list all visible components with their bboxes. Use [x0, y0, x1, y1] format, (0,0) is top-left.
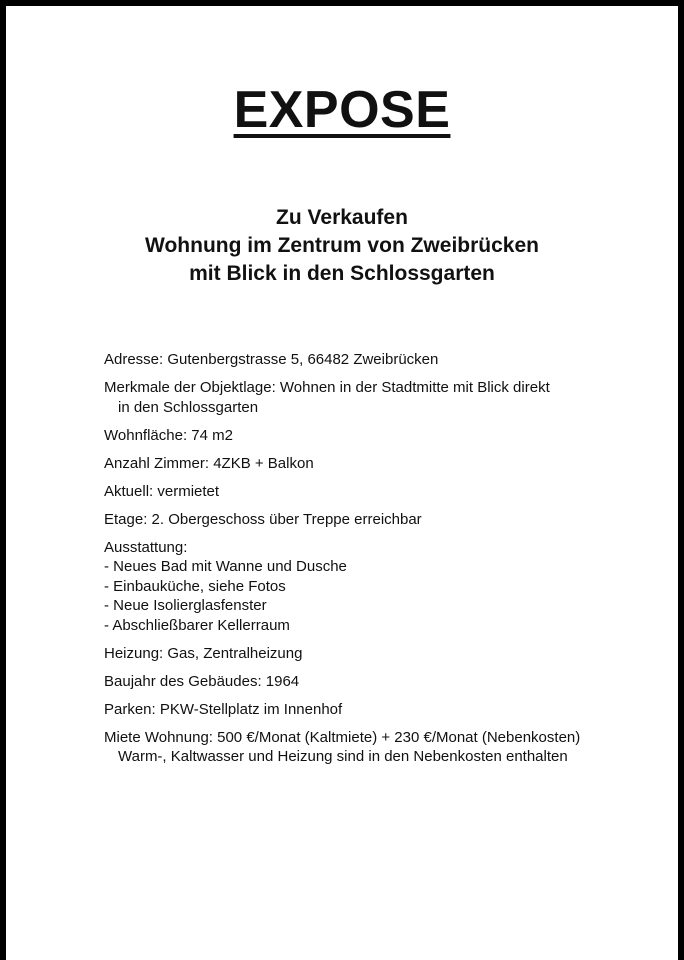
heating: Heizung: Gas, Zentralheizung [104, 644, 303, 662]
feature-item: - Abschließbarer Kellerraum [104, 616, 290, 634]
listing-headline [6, 204, 678, 288]
location-line-2: in den Schlossgarten [118, 398, 259, 416]
rent [104, 728, 664, 767]
room-count: Anzahl Zimmer: 4ZKB + Balkon [104, 454, 314, 472]
parking: Parken: PKW-Stellplatz im Innenhof [104, 700, 343, 718]
headline-line-2: Wohnung im Zentrum von Zweibrücken [145, 234, 539, 257]
feature-item: - Einbauküche, siehe Fotos [104, 577, 286, 595]
rent-line-1: Miete Wohnung: 500 €/Monat (Kaltmiete) + 230 €/Monat (Nebenkosten) [104, 728, 581, 746]
headline-line-3: mit Blick in den Schlossgarten [189, 262, 495, 285]
rent-line-2: Warm-, Kaltwasser und Heizung sind in den Nebenkosten enthalten [118, 748, 568, 765]
title-text: EXPOSE [233, 81, 451, 139]
year-built: Baujahr des Gebäudes: 1964 [104, 672, 300, 690]
floor: Etage: 2. Obergeschoss über Treppe erreichbar [104, 510, 422, 528]
location-line-1: Merkmale der Objektlage: Wohnen in der Stadtmitte mit Blick direkt [104, 379, 550, 396]
features [104, 538, 664, 636]
address: Adresse: Gutenbergstrasse 5, 66482 Zweibrücken [104, 351, 439, 368]
feature-item: - Neues Bad mit Wanne und Dusche [104, 558, 347, 575]
document-title [6, 80, 678, 140]
feature-item: - Neue Isolierglasfenster [104, 597, 267, 614]
headline-line-1: Zu Verkaufen [276, 206, 408, 229]
current-status: Aktuell: vermietet [104, 482, 220, 500]
property-details [104, 350, 664, 775]
document-page [6, 6, 678, 960]
features-heading: Ausstattung: [104, 538, 188, 556]
living-area: Wohnfläche: 74 m2 [104, 426, 233, 444]
location-features [104, 378, 664, 417]
